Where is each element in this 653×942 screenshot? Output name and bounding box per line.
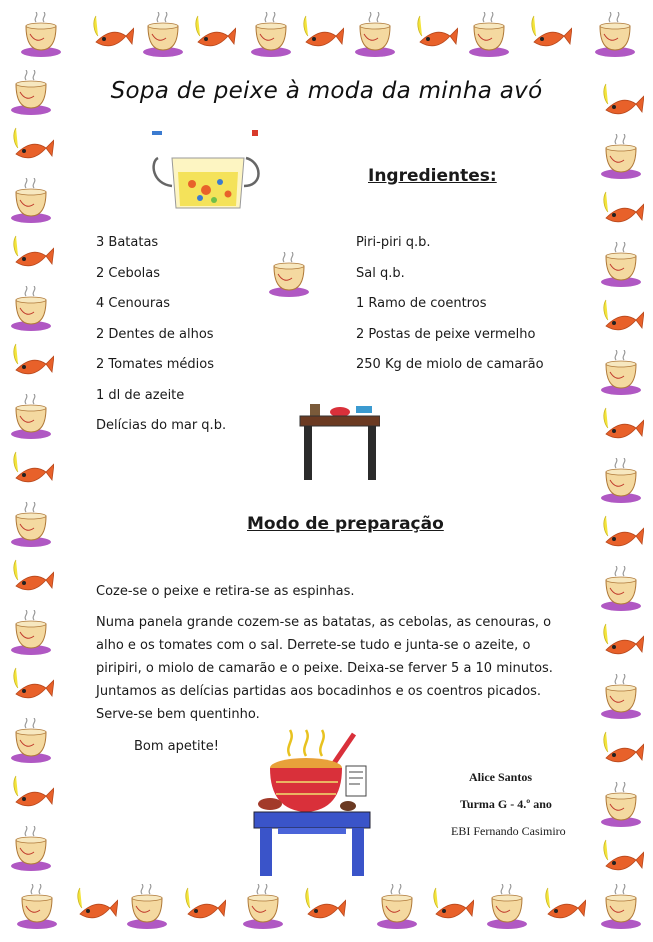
fish-icon <box>598 836 644 882</box>
fish-icon <box>8 124 54 170</box>
soup-bowl-icon <box>140 12 186 58</box>
preparation-heading: Modo de preparação <box>247 514 444 534</box>
closing-text: Bom apetite! <box>134 739 219 754</box>
fish-icon <box>298 12 344 58</box>
fish-icon <box>428 884 474 930</box>
school-name: EBI Fernando Casimiro <box>451 824 566 838</box>
soup-bowl-icon <box>352 12 398 58</box>
fish-icon <box>180 884 226 930</box>
ingredient-item: 3 Batatas <box>96 235 159 250</box>
fish-icon <box>598 512 644 558</box>
soup-bowl-icon <box>14 884 60 930</box>
cooking-pot-on-table-icon <box>246 728 374 878</box>
soup-bowl-icon <box>484 884 530 930</box>
fish-icon <box>598 296 644 342</box>
ingredient-item: 4 Cenouras <box>96 296 170 311</box>
fish-icon <box>412 12 458 58</box>
class-name: Turma G - 4.º ano <box>460 797 552 811</box>
fish-icon <box>598 404 644 450</box>
fish-icon <box>190 12 236 58</box>
fish-icon <box>8 232 54 278</box>
soup-bowl-icon <box>266 252 312 298</box>
soup-bowl-icon <box>8 826 54 872</box>
kitchen-table-icon <box>296 398 380 482</box>
fish-icon <box>526 12 572 58</box>
soup-bowl-icon <box>374 884 420 930</box>
fish-icon <box>88 12 134 58</box>
soup-bowl-icon <box>598 884 644 930</box>
soup-pot-icon <box>148 128 266 218</box>
soup-bowl-icon <box>124 884 170 930</box>
preparation-step: Numa panela grande cozem-se as batatas, as cebolas, as cenouras, o alho e os tomates com o sal. Derrete-se tudo e junta-se o azeite, o piripiri, o miolo de camarão e o peixe. Deixa-se ferver 5 a 10 minutos. Juntamos as delícias partidas aos bocadinhos e os coentros picados. Serve-se bem quentinho. <box>96 615 553 722</box>
ingredient-item: 1 Ramo de coentros <box>356 296 487 311</box>
fish-icon <box>598 188 644 234</box>
soup-bowl-icon <box>248 12 294 58</box>
preparation-step: Coze-se o peixe e retira-se as espinhas. <box>96 584 355 599</box>
ingredient-item: 2 Postas de peixe vermelho <box>356 326 536 342</box>
ingredient-item: 2 Tomates médios <box>96 357 214 372</box>
ingredient-item: Piri-piri q.b. <box>356 235 431 250</box>
fish-icon <box>8 772 54 818</box>
ingredient-item: Sal q.b. <box>356 265 405 281</box>
soup-bowl-icon <box>240 884 286 930</box>
ingredient-item: Delícias do mar q.b. <box>96 418 227 433</box>
soup-bowl-icon <box>18 12 64 58</box>
soup-bowl-icon <box>8 718 54 764</box>
fish-icon <box>8 448 54 494</box>
soup-bowl-icon <box>8 502 54 548</box>
ingredient-item: 1 dl de azeite <box>96 387 185 403</box>
ingredient-item: 250 Kg de miolo de camarão <box>356 357 544 372</box>
soup-bowl-icon <box>598 134 644 180</box>
ingredients-list-left <box>96 228 226 442</box>
soup-bowl-icon <box>8 394 54 440</box>
ingredient-item: 2 Cebolas <box>96 265 161 281</box>
soup-bowl-icon <box>598 242 644 288</box>
soup-bowl-icon <box>466 12 512 58</box>
soup-bowl-icon <box>598 350 644 396</box>
fish-icon <box>8 664 54 710</box>
fish-icon <box>598 728 644 774</box>
soup-bowl-icon <box>598 458 644 504</box>
ingredients-heading: Ingredientes: <box>368 166 497 186</box>
fish-icon <box>598 620 644 666</box>
soup-bowl-icon <box>598 782 644 828</box>
fish-icon <box>300 884 346 930</box>
fish-icon <box>72 884 118 930</box>
soup-bowl-icon <box>8 610 54 656</box>
soup-bowl-icon <box>8 178 54 224</box>
ingredient-item: 2 Dentes de alhos <box>96 326 214 342</box>
soup-bowl-icon <box>592 12 638 58</box>
page-title: Sopa de peixe à moda da minha avó <box>110 78 543 104</box>
author-name: Alice Santos <box>469 770 532 784</box>
soup-bowl-icon <box>598 566 644 612</box>
ingredients-list-right <box>356 228 544 381</box>
soup-bowl-icon <box>598 674 644 720</box>
fish-icon <box>8 556 54 602</box>
fish-icon <box>8 340 54 386</box>
fish-icon <box>540 884 586 930</box>
soup-bowl-icon <box>8 286 54 332</box>
